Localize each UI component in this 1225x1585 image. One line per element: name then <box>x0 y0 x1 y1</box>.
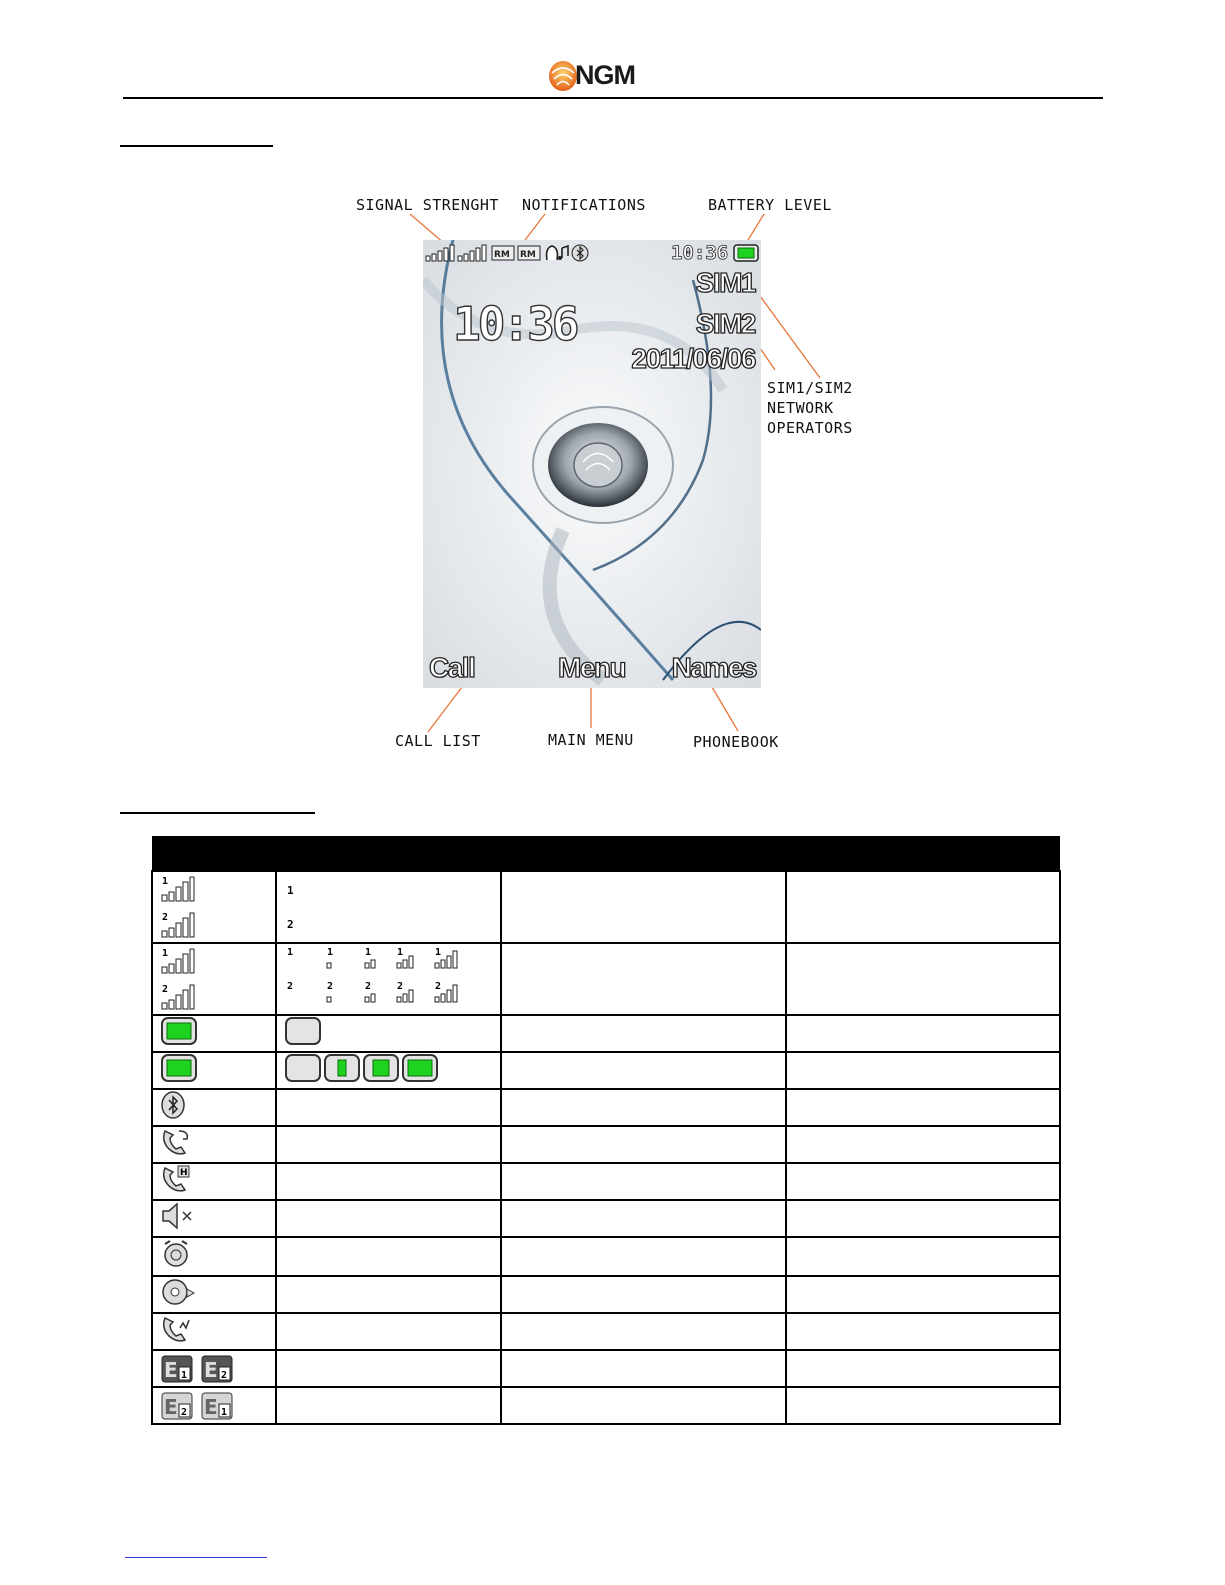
home-clock: 10:36 <box>453 297 577 351</box>
call-divert-icon <box>161 1127 193 1157</box>
table-cell <box>501 871 786 943</box>
table-cell <box>276 1126 501 1163</box>
status-time: 10:36 <box>671 242 729 264</box>
table-cell <box>501 1200 786 1237</box>
table-cell <box>786 1052 1060 1089</box>
svg-text:1: 1 <box>365 946 372 958</box>
table-header-cell <box>276 836 501 871</box>
table-cell <box>501 1387 786 1424</box>
table-cell-levels <box>276 1052 501 1089</box>
table-cell <box>501 1237 786 1276</box>
softkey-call[interactable]: Call <box>429 652 475 683</box>
svg-text:2: 2 <box>181 1406 188 1418</box>
table-cell <box>786 871 1060 943</box>
svg-text:1: 1 <box>181 1369 188 1381</box>
table-row <box>152 1089 1060 1126</box>
table-row <box>152 1052 1060 1089</box>
table-cell-icon <box>152 1052 276 1089</box>
edge-sim1-active-icon <box>201 1392 233 1420</box>
svg-text:1: 1 <box>162 948 169 959</box>
table-cell <box>501 1313 786 1350</box>
table-cell <box>786 1387 1060 1424</box>
missed-call-icon <box>161 1314 193 1344</box>
battery-level-icon <box>733 244 759 262</box>
edge-sim1-icon <box>161 1355 193 1383</box>
softkey-names[interactable]: Names <box>671 652 756 683</box>
table-cell <box>786 943 1060 1015</box>
table-cell-icon <box>152 1237 276 1276</box>
table-row <box>152 1126 1060 1163</box>
table-cell <box>786 1237 1060 1276</box>
table-cell-icon <box>152 1276 276 1313</box>
table-cell <box>276 1276 501 1313</box>
table-cell-levels <box>276 871 501 943</box>
svg-text:2: 2 <box>221 1369 228 1381</box>
table-cell <box>501 1276 786 1313</box>
battery-charging-sequence-icon <box>285 1053 445 1083</box>
signal-level-0-4-icon <box>285 945 485 1009</box>
table-row <box>152 1276 1060 1313</box>
svg-text:2: 2 <box>435 980 442 992</box>
table-cell <box>276 1163 501 1200</box>
table-row <box>152 1387 1060 1424</box>
table-row <box>152 1350 1060 1387</box>
table-cell-icon <box>152 1350 276 1387</box>
sim2-operator: SIM2 <box>695 308 755 339</box>
sim1-operator: SIM1 <box>695 267 755 298</box>
svg-text:1: 1 <box>287 884 294 897</box>
call-hold-icon <box>161 1164 193 1194</box>
svg-text:1: 1 <box>162 876 169 887</box>
svg-text:2: 2 <box>397 980 404 992</box>
table-cell-icon <box>152 871 276 943</box>
table-row <box>152 943 1060 1015</box>
table-cell-icon <box>152 1126 276 1163</box>
table-row <box>152 1313 1060 1350</box>
svg-text:2: 2 <box>162 912 169 923</box>
signal-sim1-icon <box>161 947 195 975</box>
bluetooth-icon <box>571 244 589 262</box>
callout-main-menu: MAIN MENU <box>548 731 634 749</box>
table-row <box>152 1200 1060 1237</box>
table-cell <box>501 1089 786 1126</box>
table-cell <box>786 1276 1060 1313</box>
table-cell-icon <box>152 1387 276 1424</box>
table-row <box>152 1237 1060 1276</box>
phone-home-screen <box>423 240 761 688</box>
footer-link-underline[interactable] <box>125 1557 267 1558</box>
table-row <box>152 1015 1060 1052</box>
svg-text:2: 2 <box>287 980 294 992</box>
table-cell <box>276 1350 501 1387</box>
svg-text:2: 2 <box>162 984 169 995</box>
table-header-cell <box>152 836 276 871</box>
svg-text:H: H <box>180 1168 188 1178</box>
signal-sim2-icon <box>161 983 195 1011</box>
table-row <box>152 871 1060 943</box>
svg-text:E: E <box>164 1357 178 1382</box>
table-cell-icon <box>152 1163 276 1200</box>
table-cell <box>501 1126 786 1163</box>
svg-text:E: E <box>204 1394 218 1419</box>
svg-text:2: 2 <box>365 980 372 992</box>
battery-full-icon <box>161 1053 197 1083</box>
status-icons-table <box>151 836 1061 1425</box>
svg-text:1: 1 <box>221 1406 228 1418</box>
table-cell <box>786 1126 1060 1163</box>
table-header-row <box>152 836 1060 871</box>
callout-notifications: NOTIFICATIONS <box>522 196 646 214</box>
softkey-menu[interactable]: Menu <box>558 652 626 683</box>
table-cell <box>276 1200 501 1237</box>
table-cell <box>276 1237 501 1276</box>
svg-text:E: E <box>204 1357 218 1382</box>
svg-text:E: E <box>164 1394 178 1419</box>
svg-text:2: 2 <box>327 980 334 992</box>
sim1-signal-empty-icon <box>285 882 299 898</box>
table-cell-icon <box>152 1015 276 1052</box>
battery-empty-icon <box>285 1016 321 1046</box>
table-cell <box>276 1089 501 1126</box>
section-heading-underline <box>120 812 315 814</box>
table-header-cell <box>786 836 1060 871</box>
home-date: 2011/06/06 <box>631 343 755 374</box>
callout-signal-strength: SIGNAL STRENGHT <box>356 196 499 214</box>
signal-sim1-icon <box>425 244 455 262</box>
table-cell-icon <box>152 943 276 1015</box>
silent-mode-icon <box>161 1201 201 1231</box>
table-cell <box>276 1387 501 1424</box>
table-cell <box>786 1313 1060 1350</box>
callout-phonebook: PHONEBOOK <box>693 733 779 751</box>
svg-text:1: 1 <box>397 946 404 958</box>
svg-text:RM: RM <box>520 250 536 260</box>
table-cell <box>786 1350 1060 1387</box>
table-cell-levels <box>276 943 501 1015</box>
table-cell <box>786 1089 1060 1126</box>
table-cell-icon <box>152 1089 276 1126</box>
table-cell-icon <box>152 1313 276 1350</box>
table-cell <box>786 1163 1060 1200</box>
svg-text:1: 1 <box>287 946 294 958</box>
signal-sim1-icon <box>161 875 195 903</box>
alarm-icon <box>161 1238 193 1270</box>
headset-music-icon <box>544 244 570 262</box>
svg-text:2: 2 <box>287 918 294 931</box>
edge-sim2-active-icon <box>161 1392 193 1420</box>
signal-sim2-icon <box>457 244 487 262</box>
table-header-cell <box>501 836 786 871</box>
svg-text:1: 1 <box>435 946 442 958</box>
table-cell <box>501 1350 786 1387</box>
signal-sim2-icon <box>161 911 195 939</box>
table-cell <box>501 1015 786 1052</box>
table-cell-icon <box>152 1200 276 1237</box>
battery-full-icon <box>161 1016 197 1046</box>
bluetooth-icon <box>161 1090 187 1120</box>
roaming-sim2-icon <box>517 244 541 262</box>
table-row <box>152 1163 1060 1200</box>
callout-call-list: CALL LIST <box>395 732 481 750</box>
logo-wordmark: NGM <box>575 60 635 90</box>
svg-text:1: 1 <box>327 946 334 958</box>
svg-text:RM: RM <box>494 250 510 260</box>
music-player-icon <box>161 1277 197 1307</box>
callout-network-operators: SIM1/SIM2 NETWORK OPERATORS <box>767 379 853 437</box>
table-cell <box>276 1313 501 1350</box>
table-cell <box>786 1015 1060 1052</box>
edge-sim2-icon <box>201 1355 233 1383</box>
table-cell <box>501 1163 786 1200</box>
table-cell-levels <box>276 1015 501 1052</box>
roaming-sim1-icon <box>491 244 515 262</box>
callout-battery-level: BATTERY LEVEL <box>708 196 832 214</box>
table-cell <box>501 943 786 1015</box>
table-cell <box>786 1200 1060 1237</box>
table-cell <box>501 1052 786 1089</box>
sim2-signal-empty-icon <box>285 916 299 932</box>
